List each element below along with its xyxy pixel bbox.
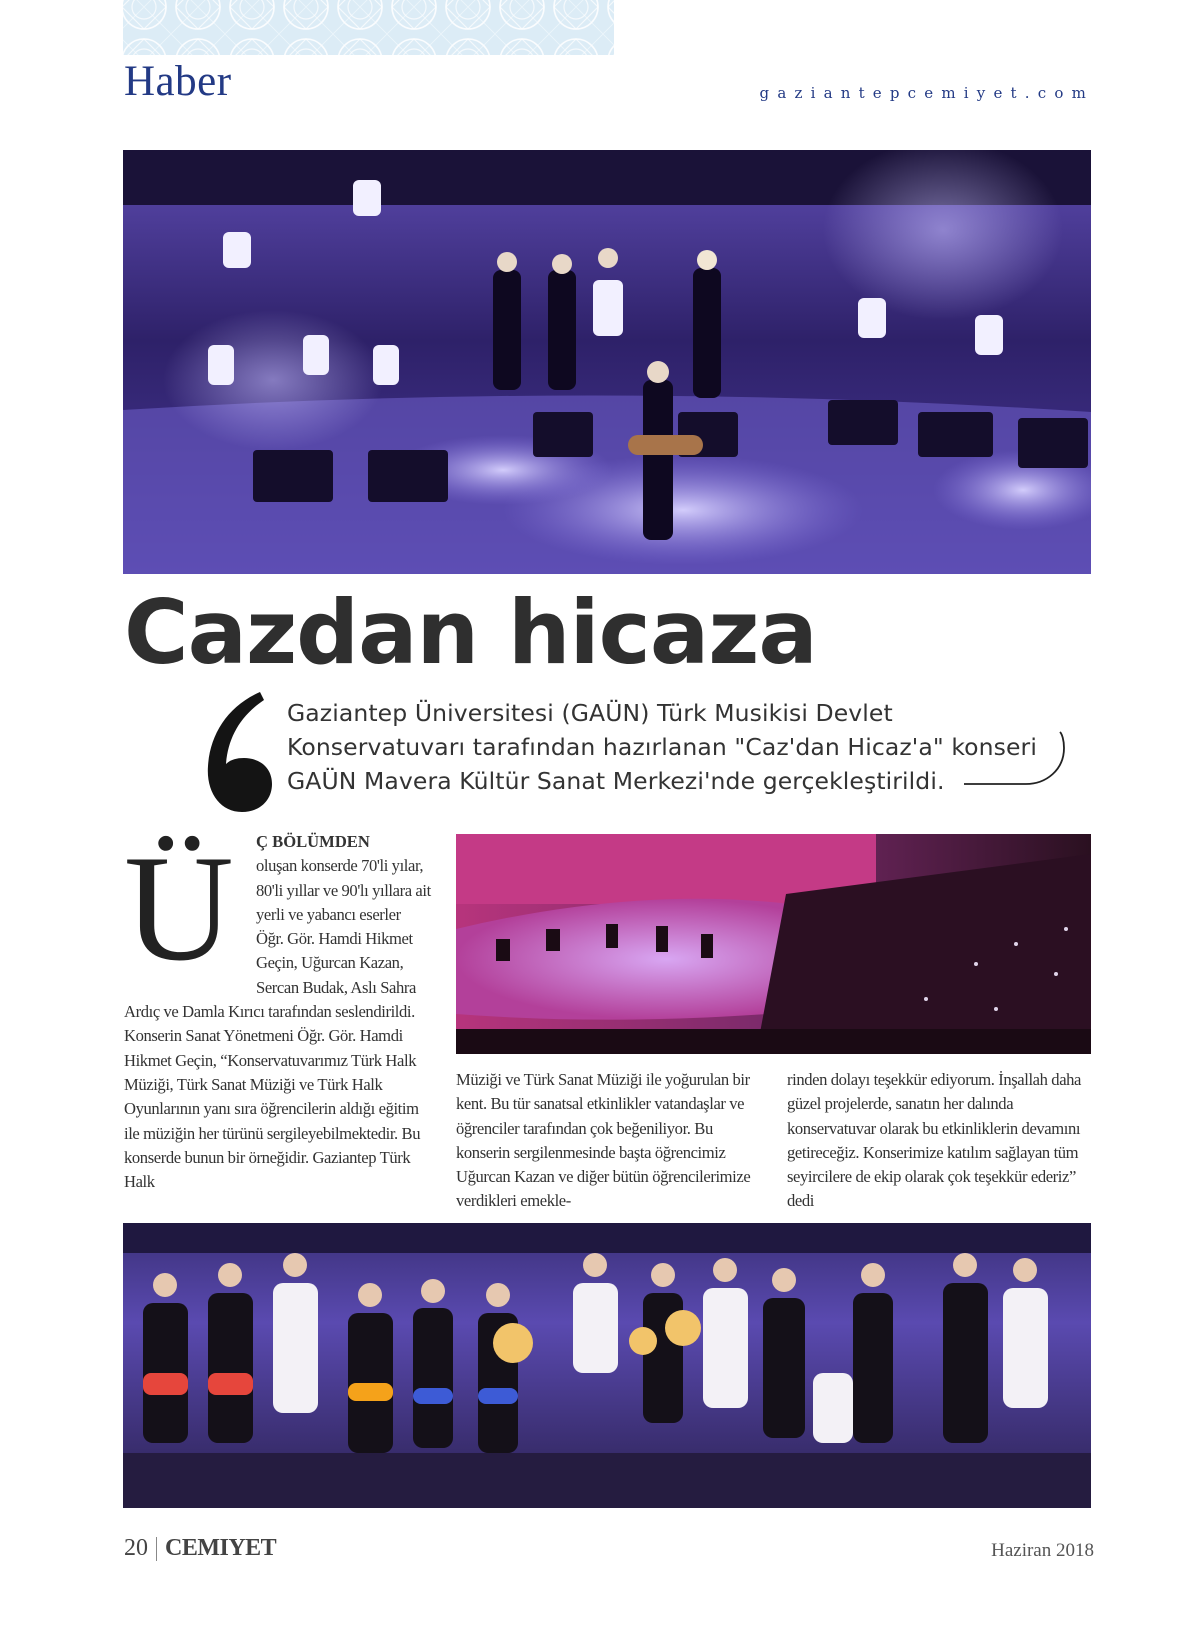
drop-cap [124, 824, 250, 992]
column-2-text: Müziği ve Türk Sanat Müziği ile yoğurulan bir kent. Bu tür sanatsal etkinlikler vatandaşlar ve öğrenciler tarafından çok beğeniliyor. Bu konserin sergilenmesinde başta öğrencimiz Uğurcan Kazan ve diğer bütün öğrencilerimize verdikleri emekle- [456, 1070, 751, 1211]
page-number: 20 [124, 1535, 148, 1561]
page-folio [124, 1535, 276, 1567]
article-column-3 [787, 1068, 1091, 1214]
ornament-pattern [123, 0, 614, 55]
auditorium-photo [456, 834, 1091, 1054]
site-url[interactable]: gaziantepcemiyet.com [759, 84, 1094, 102]
header-pattern-band [123, 0, 614, 55]
opening-quote-icon [198, 688, 278, 816]
group-photo [123, 1223, 1091, 1508]
folio-divider [156, 1537, 157, 1561]
article-headline: Cazdan hicaza [124, 581, 817, 684]
drop-cap-letter: Ü [124, 824, 234, 992]
article-lead: Gaziantep Üniversitesi (GAÜN) Türk Musikisi Devlet Konservatuvarı tarafından hazırlanan "Caz'dan Hicaz'a" konseri GAÜN Mavera Kültür Sanat Merkezi'nde gerçekleştirildi. [287, 699, 1037, 795]
article-column-1 [124, 824, 431, 1194]
column-1-body: oluşan konserde 70'li yılar, 80'li yıllar ve 90'lı yıllara ait yerli ve yabancı eserler Öğr. Gör. Hamdi Hikmet Geçin, Uğurcan Kazan, Sercan Budak, Aslı Sahra Ardıç ve Damla Kırıcı tarafından seslendirildi. Konserin Sanat Yönetmeni Öğr. Gör. Hamdi Hikmet Geçin, “Konservatuvarımız Türk Halk Müziği, Türk Sanat Müziği ve Türk Halk Oyunlarının yanı sıra öğrencilerin aldığı eğitim ile müziğin her türünü sergileyebilmektedir. Bu konserde bunun bir örneğidir. Gaziantep Türk Halk [124, 856, 431, 1192]
column-3-text: rinden dolayı teşekkür ediyorum. İnşallah daha güzel projelerde, sanatın her dalında konservatuvar olarak bu etkinliklerin devamını getireceğiz. Konserimize katılım sağlayan tüm seyircilere de ekip olarak çok teşekkür ederiz” dedi [787, 1070, 1082, 1211]
closing-flourish-icon [964, 730, 1074, 788]
section-label: Haber [124, 58, 232, 105]
article-column-2 [456, 1068, 764, 1214]
lead-in-words: Ç BÖLÜMDEN [256, 832, 370, 851]
magazine-name: CEMIYET [165, 1535, 277, 1561]
issue-date: Haziran 2018 [991, 1540, 1094, 1561]
concert-stage-photo [123, 150, 1091, 574]
